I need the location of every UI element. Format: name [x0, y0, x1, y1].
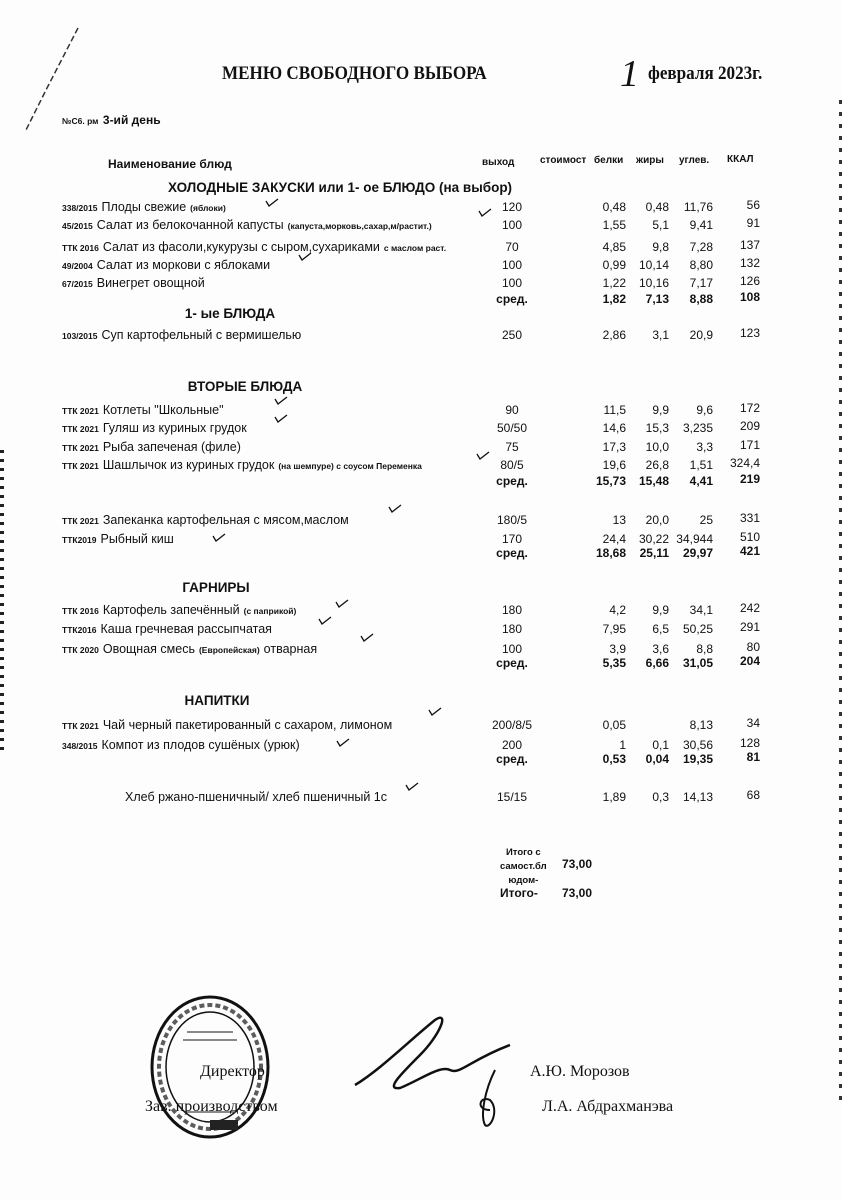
dish-name: Салат из моркови с яблоками: [96, 258, 271, 272]
date-day: 1: [620, 53, 639, 95]
menu-row: [62, 603, 296, 617]
checkmark-icon: [335, 598, 349, 608]
menu-row: [62, 403, 224, 417]
dish-name: Плоды свежие: [101, 200, 187, 214]
fat-value: 0,48: [645, 200, 669, 214]
dish-name: Шашлычок из куриных грудок: [102, 458, 275, 472]
menu-row: [62, 622, 272, 636]
checkmark-icon: [274, 413, 288, 423]
dish-code: 45/2015: [62, 221, 93, 231]
carbs-value: 7,17: [689, 276, 713, 290]
protein-value: 3,9: [609, 642, 626, 656]
average-label: сред.: [496, 656, 528, 670]
protein-value: 18,68: [595, 546, 626, 560]
fat-value: 5,1: [652, 218, 669, 232]
dish-name: Картофель запечённый: [102, 603, 240, 617]
fat-value: 25,11: [639, 546, 669, 560]
dish-name: Суп картофельный с вермишелью: [101, 328, 302, 342]
carbs-value: 30,56: [682, 738, 713, 752]
fat-value: 6,5: [652, 622, 669, 636]
chef-title: Зав. производством: [145, 1098, 278, 1115]
signature: [340, 1010, 540, 1140]
dish-note: с маслом раст.: [383, 243, 447, 253]
dish-code: 49/2004: [62, 261, 93, 271]
dish-name: Рыбный киш: [100, 532, 174, 546]
fat-value: 10,16: [638, 276, 669, 290]
chef-name: Л.А. Абдрахманэва: [542, 1098, 674, 1115]
kcal-value: 171: [739, 438, 760, 452]
menu-row: [62, 258, 270, 272]
fat-value: 10,0: [645, 440, 669, 454]
total-label-line: Итого с: [505, 847, 541, 858]
average-label: сред.: [496, 752, 528, 766]
protein-value: 1,22: [602, 276, 626, 290]
fat-value: 15,48: [638, 474, 669, 488]
protein-value: 13: [612, 513, 626, 527]
fat-value: 3,1: [652, 328, 669, 342]
average-label: сред.: [496, 292, 528, 306]
checkmark-icon: [405, 781, 419, 791]
menu-number: №С6. рм: [62, 116, 99, 126]
checkmark-icon: [388, 503, 402, 513]
protein-value: 1,55: [602, 218, 626, 232]
protein-value: 1,89: [602, 790, 626, 804]
carbs-value: 34,1: [689, 603, 713, 617]
output-value: 250: [501, 328, 523, 342]
kcal-value: 421: [739, 544, 760, 558]
kcal-value: 80: [746, 640, 760, 654]
checkmark-icon: [318, 615, 332, 625]
protein-value: 0,53: [602, 752, 626, 766]
director-name: А.Ю. Морозов: [530, 1063, 630, 1080]
protein-value: 14,6: [602, 421, 626, 435]
day-label: [62, 111, 161, 129]
dish-name: Котлеты "Школьные": [102, 403, 224, 417]
dish-code: ТТК 2021: [62, 406, 99, 416]
checkmark-icon: [336, 737, 350, 747]
kcal-value: 204: [739, 654, 760, 668]
carbs-value: 31,05: [682, 656, 713, 670]
carbs-value: 9,6: [696, 403, 713, 417]
date: февраля 2023г.: [648, 63, 763, 84]
dish-name: Каша гречневая рассыпчатая: [100, 622, 272, 636]
kcal-value: 172: [739, 401, 760, 415]
output-value: 170: [501, 532, 523, 546]
fat-value: 0,1: [652, 738, 669, 752]
fat-value: 3,6: [652, 642, 669, 656]
carbs-value: 50,25: [682, 622, 713, 636]
output-value: 70: [505, 240, 519, 254]
output-value: 80/5: [500, 458, 524, 472]
col-kcal: ККАЛ: [727, 154, 754, 165]
kcal-value: 324,4: [729, 456, 760, 470]
kcal-value: 132: [739, 256, 760, 270]
dish-name-suffix: отварная: [263, 642, 318, 656]
protein-value: 2,86: [602, 328, 626, 342]
protein-value: 4,85: [602, 240, 626, 254]
carbs-value: 25: [699, 513, 713, 527]
fat-value: 26,8: [645, 458, 669, 472]
director-title: Директор: [200, 1063, 265, 1080]
dish-code: ТТК 2020: [62, 645, 99, 655]
output-value: 15/15: [496, 790, 528, 804]
carbs-value: 3,235: [682, 421, 713, 435]
kcal-value: 137: [739, 238, 760, 252]
protein-value: 19,6: [602, 458, 626, 472]
carbs-value: 20,9: [689, 328, 713, 342]
dish-code: 338/2015: [62, 203, 98, 213]
fat-value: 6,66: [645, 656, 669, 670]
day-number: 3-ий день: [102, 113, 161, 127]
dish-note: (с паприкой): [243, 606, 297, 616]
carbs-value: 1,51: [689, 458, 713, 472]
fat-value: 0,3: [652, 790, 669, 804]
output-value: 180: [501, 603, 523, 617]
col-name: Наименование блюд: [108, 157, 232, 171]
total-label: Итого-: [500, 886, 538, 900]
menu-row: [62, 440, 241, 454]
output-value: 100: [501, 276, 523, 290]
output-value: 75: [505, 440, 519, 454]
protein-value: 0,05: [602, 718, 626, 732]
carbs-value: 7,28: [689, 240, 713, 254]
dish-note: (на шемпуре) с соусом Переменка: [278, 461, 422, 471]
checkmark-icon: [360, 632, 374, 642]
dish-code: 103/2015: [62, 331, 98, 341]
dish-code: ТТК 2021: [62, 424, 99, 434]
protein-value: 0,99: [602, 258, 626, 272]
fat-value: 7,13: [645, 292, 669, 306]
kcal-value: 123: [739, 326, 760, 340]
output-value: 90: [505, 403, 519, 417]
dish-name: Чай черный пакетированный с сахаром, лимоном: [102, 718, 393, 732]
checkmark-icon: [478, 207, 492, 217]
protein-value: 5,35: [602, 656, 626, 670]
dish-name: Гуляш из куриных грудок: [102, 421, 247, 435]
fat-value: 30,22: [638, 532, 669, 546]
carbs-value: 9,41: [689, 218, 713, 232]
scan-mark: [6, 20, 86, 150]
dish-code: ТТК 2021: [62, 461, 99, 471]
carbs-value: 11,76: [683, 200, 713, 214]
output-value: 120: [501, 200, 523, 214]
protein-value: 4,2: [609, 603, 626, 617]
dish-name: Запеканка картофельная с мясом,маслом: [102, 513, 349, 527]
page-title: МЕНЮ СВОБОДНОГО ВЫБОРА: [222, 63, 487, 84]
output-value: 50/50: [496, 421, 528, 435]
protein-value: 24,4: [602, 532, 626, 546]
kcal-value: 128: [739, 736, 760, 750]
kcal-value: 34: [746, 716, 760, 730]
col-fat: жиры: [636, 155, 664, 166]
fat-value: 9,8: [652, 240, 669, 254]
menu-row: [62, 328, 301, 342]
dish-name: Салат из фасоли,кукурузы с сыром,сухариками: [102, 240, 380, 254]
dish-code: ТТК 2021: [62, 721, 99, 731]
dish-note: (капуста,морковь,сахар,м/растит.): [287, 221, 432, 231]
fat-value: 9,9: [652, 603, 669, 617]
total-value: 73,00: [562, 886, 593, 900]
protein-value: 1: [619, 738, 626, 752]
carbs-value: 29,97: [682, 546, 713, 560]
total-cost-value: 73,00: [562, 857, 593, 871]
dish-name: Компот из плодов сушёных (урюк): [101, 738, 300, 752]
section-title: 1- ые БЛЮДА: [184, 306, 276, 321]
menu-row: [62, 458, 422, 472]
scan-edge: [0, 450, 4, 750]
protein-value: 7,95: [602, 622, 626, 636]
protein-value: 15,73: [595, 474, 626, 488]
dish-note: (Европейская): [198, 645, 260, 655]
output-value: 100: [501, 258, 523, 272]
menu-row: [62, 200, 226, 214]
output-value: 180: [501, 622, 523, 636]
output-value: 100: [501, 218, 523, 232]
fat-value: 0,04: [645, 752, 669, 766]
dish-code: ТТК 2016: [62, 606, 99, 616]
checkmark-icon: [298, 251, 312, 261]
fat-value: 15,3: [645, 421, 669, 435]
menu-row: [62, 738, 300, 752]
average-label: сред.: [496, 546, 528, 560]
dish-code: 348/2015: [62, 741, 98, 751]
menu-row: [62, 532, 174, 546]
dish-name: Рыба запеченая (филе): [102, 440, 241, 454]
kcal-value: 108: [739, 290, 760, 304]
carbs-value: 8,88: [689, 292, 713, 306]
carbs-value: 4,41: [689, 474, 713, 488]
kcal-value: 242: [739, 601, 760, 615]
menu-row: [62, 218, 432, 232]
menu-row: [62, 276, 205, 290]
section-title: ВТОРЫЕ БЛЮДА: [187, 379, 303, 394]
checkmark-icon: [476, 450, 490, 460]
carbs-value: 8,80: [689, 258, 713, 272]
dish-code: ТТК 2016: [62, 243, 99, 253]
dish-name: Салат из белокочанной капусты: [96, 218, 284, 232]
carbs-value: 14,13: [682, 790, 713, 804]
fat-value: 9,9: [652, 403, 669, 417]
menu-row: [125, 790, 387, 804]
kcal-value: 126: [739, 274, 760, 288]
dish-code: ТТК2019: [62, 535, 97, 545]
menu-row: [62, 718, 392, 732]
menu-row: [62, 642, 317, 656]
col-protein: белки: [594, 155, 624, 166]
kcal-value: 56: [746, 198, 760, 212]
checkmark-icon: [265, 197, 279, 207]
total-label-line: самост.бл: [500, 861, 547, 872]
total-label-line: юдом-: [508, 875, 539, 886]
kcal-value: 291: [739, 620, 760, 634]
dish-note: (яблоки): [190, 203, 226, 213]
carbs-value: 19,35: [682, 752, 713, 766]
fat-value: 10,14: [638, 258, 669, 272]
kcal-value: 510: [739, 530, 760, 544]
menu-row: [62, 421, 247, 435]
dish-name: Хлеб ржано-пшеничный/ хлеб пшеничный 1с: [125, 790, 387, 804]
kcal-value: 219: [739, 472, 760, 486]
col-carbs: углев.: [679, 155, 710, 166]
col-output: выход: [482, 157, 515, 168]
dish-code: 67/2015: [62, 279, 93, 289]
section-title: НАПИТКИ: [184, 693, 250, 708]
protein-value: 0,48: [602, 200, 626, 214]
dish-code: ТТК 2021: [62, 443, 99, 453]
checkmark-icon: [212, 532, 226, 542]
menu-row: [62, 240, 446, 254]
section-title: ХОЛОДНЫЕ ЗАКУСКИ или 1- ое БЛЮДО (на выбор): [167, 180, 513, 195]
kcal-value: 68: [746, 788, 760, 802]
kcal-value: 331: [739, 511, 760, 525]
fat-value: 20,0: [645, 513, 669, 527]
carbs-value: 8,8: [696, 642, 713, 656]
section-title: ГАРНИРЫ: [182, 580, 250, 595]
kcal-value: 91: [746, 216, 760, 230]
output-value: 200/8/5: [491, 718, 533, 732]
dish-name: Овощная смесь: [102, 642, 195, 656]
protein-value: 11,5: [603, 403, 626, 417]
dish-code: ТТК 2021: [62, 516, 99, 526]
carbs-value: 34,944: [676, 532, 713, 546]
carbs-value: 3,3: [696, 440, 713, 454]
total-cost-label: [500, 846, 547, 888]
dish-name: Винегрет овощной: [96, 276, 205, 290]
output-value: 180/5: [496, 513, 528, 527]
output-value: 200: [501, 738, 523, 752]
carbs-value: 8,13: [689, 718, 713, 732]
average-label: сред.: [496, 474, 528, 488]
kcal-value: 81: [746, 750, 760, 764]
kcal-value: 209: [739, 419, 760, 433]
output-value: 100: [501, 642, 523, 656]
col-cost: стоимост: [540, 155, 587, 166]
checkmark-icon: [274, 395, 288, 405]
checkmark-icon: [428, 706, 442, 716]
protein-value: 1,82: [602, 292, 626, 306]
menu-row: [62, 513, 349, 527]
protein-value: 17,3: [602, 440, 626, 454]
dish-code: ТТК2016: [62, 625, 97, 635]
